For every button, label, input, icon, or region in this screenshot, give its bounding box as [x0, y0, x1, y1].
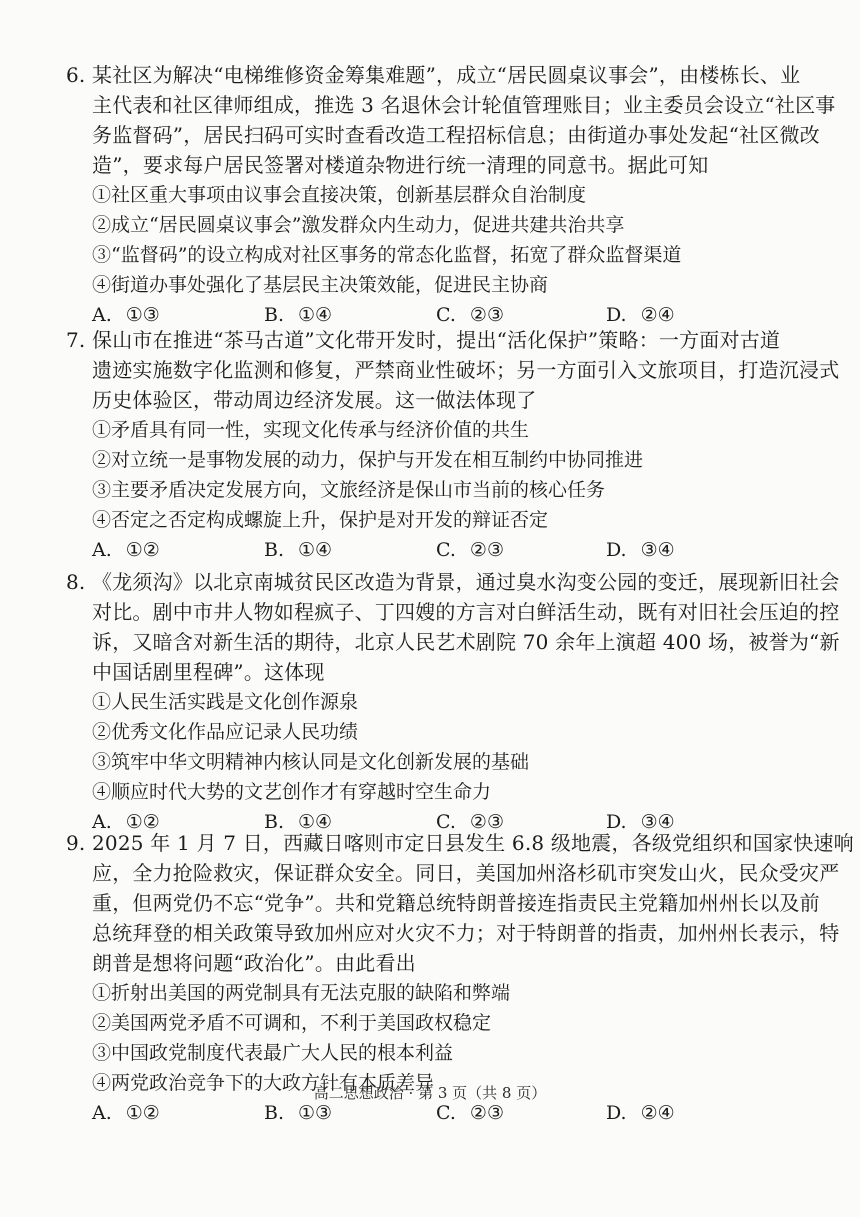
question-stem-line: 7. 保山市在推进“茶马古道”文化带开发时，提出“活化保护”策略：一方面对古道	[92, 325, 812, 355]
question-number: 9.	[66, 831, 86, 855]
choice-a: A. ①③	[92, 304, 160, 326]
question-8	[66, 567, 840, 837]
question-number: 6.	[66, 63, 86, 87]
choice-a: A. ①②	[92, 539, 160, 561]
statement-option: ①社区重大事项由议事会直接决策，创新基层群众自治制度	[92, 184, 587, 206]
choice-d: D. ③④	[606, 539, 675, 561]
choice-b: B. ①④	[264, 539, 333, 561]
page-footer: 高二思想政治 · 第 3 页（共 8 页）	[313, 1084, 547, 1102]
question-number: 8.	[66, 570, 86, 594]
statement-option: ①矛盾具有同一性，实现文化传承与经济价值的共生	[92, 419, 530, 441]
choice-c: C. ②③	[436, 539, 504, 561]
statement-option: ③“监督码”的设立构成对社区事务的常态化监督，拓宽了群众监督渠道	[92, 244, 682, 266]
question-stem-line: 重，但两党仍不忘“党争”。共和党籍总统特朗普接连指责民主党籍加州州长以及前	[92, 891, 820, 915]
question-stem-line: 造”，要求每户居民签署对楼道杂物进行统一清理的同意书。据此可知	[92, 153, 709, 177]
statement-option: ④两党政治竞争下的大政方针有本质差异	[92, 1072, 435, 1094]
choice-d: D. ③④	[606, 811, 675, 833]
choice-d: D. ②④	[606, 304, 675, 326]
question-stem-line: 历史体验区，带动周边经济发展。这一做法体现了	[92, 388, 537, 412]
question-stem-line: 务监督码”，居民扫码可实时查看改造工程招标信息；由街道办事处发起“社区微改	[92, 123, 820, 147]
choice-a: A. ①②	[92, 811, 160, 833]
statement-option: ①折射出美国的两党制具有无法克服的缺陷和弊端	[92, 982, 511, 1004]
choice-c: C. ②③	[436, 811, 504, 833]
statement-option: ④顺应时代大势的文艺创作才有穿越时空生命力	[92, 781, 492, 803]
question-stem-line: 对比。剧中市井人物如程疯子、丁四嫂的方言对白鲜活生动，既有对旧社会压迫的控	[92, 600, 840, 624]
statement-option: ③筑牢中华文明精神内核认同是文化创新发展的基础	[92, 751, 530, 773]
question-stem-line: 应，全力抢险救灾，保证群众安全。同日，美国加州洛杉矶市突发山火，民众受灾严	[92, 861, 840, 885]
statement-option: ②对立统一是事物发展的动力，保护与开发在相互制约中协同推进	[92, 449, 644, 471]
question-stem-line: 中国话剧里程碑”。这体现	[92, 660, 325, 684]
choice-b: B. ①③	[264, 1102, 333, 1124]
statement-option: ②美国两党矛盾不可调和，不利于美国政权稳定	[92, 1012, 492, 1034]
choice-c: C. ②③	[436, 304, 504, 326]
statement-option: ②优秀文化作品应记录人民功绩	[92, 721, 359, 743]
choice-d: D. ②④	[606, 1102, 675, 1124]
statement-option: ③中国政党制度代表最广大人民的根本利益	[92, 1042, 454, 1064]
choice-b: B. ①④	[264, 304, 333, 326]
statement-option: ③主要矛盾决定发展方向，文旅经济是保山市当前的核心任务	[92, 479, 606, 501]
question-number: 7.	[66, 328, 86, 352]
question-stem-line: 诉，又暗含对新生活的期待，北京人民艺术剧院 70 余年上演超 400 场，被誉为“新	[92, 630, 840, 654]
choice-a: A. ①②	[92, 1102, 160, 1124]
question-7	[66, 325, 840, 565]
answer-choices	[92, 535, 812, 565]
question-6	[66, 60, 836, 330]
choice-b: B. ①④	[264, 811, 333, 833]
statement-option: ②成立“居民圆桌议事会”激发群众内生动力，促进共建共治共享	[92, 214, 625, 236]
choice-c: C. ②③	[436, 1102, 504, 1124]
question-stem-line: 8. 《龙须沟》以北京南城贫民区改造为背景，通过臭水沟变公园的变迁，展现新旧社会	[92, 567, 812, 597]
statement-option: ④街道办事处强化了基层民主决策效能，促进民主协商	[92, 274, 549, 296]
statement-option: ④否定之否定构成螺旋上升，保护是对开发的辩证否定	[92, 509, 549, 531]
question-stem-line: 总统拜登的相关政策导致加州应对火灾不力；对于特朗普的指责，加州州长表示，特	[92, 921, 840, 945]
statement-option: ①人民生活实践是文化创作源泉	[92, 691, 359, 713]
question-stem-line: 朗普是想将问题“政治化”。由此看出	[92, 951, 416, 975]
question-stem-line: 6. 某社区为解决“电梯维修资金筹集难题”，成立“居民圆桌议事会”，由楼栋长、业	[92, 60, 812, 90]
question-stem-line: 9. 2025 年 1 月 7 日，西藏日喀则市定日县发生 6.8 级地震，各级党组织和国家快速响	[92, 828, 812, 858]
question-stem-line: 主代表和社区律师组成，推选 3 名退休会计轮值管理账目；业主委员会设立“社区事	[92, 93, 836, 117]
question-stem-line: 遗迹实施数字化监测和修复，严禁商业性破坏；另一方面引入文旅项目，打造沉浸式	[92, 358, 840, 382]
